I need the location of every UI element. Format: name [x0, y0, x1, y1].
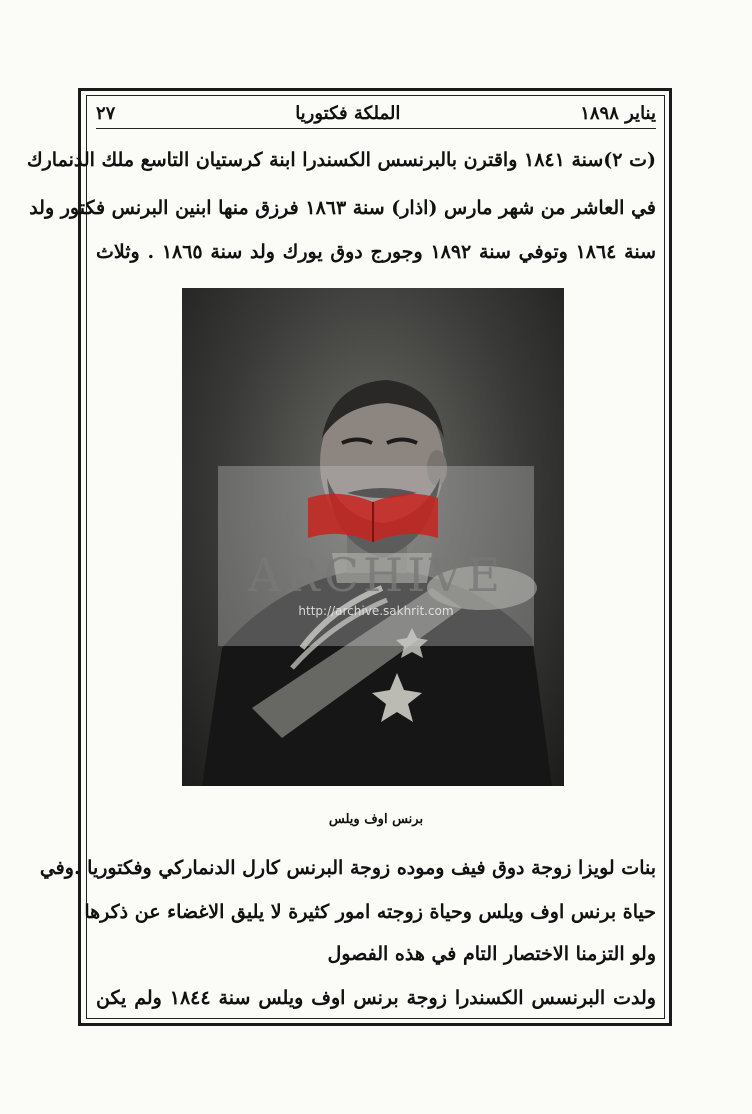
body-line: في العاشر من شهر مارس (اذار) سنة ١٨٦٣ فرزق منها ابنين البرنس فكتور ولد	[29, 197, 656, 219]
body-line: (ت ٢)سنة ١٨٤١ واقترن بالبرنسس الكسندرا ابنة كرستيان التاسع ملك الدنمارك	[26, 149, 656, 171]
figure-caption: برنس اوف ويلس	[328, 812, 424, 827]
header-title: الملكة فكتوريا	[295, 102, 401, 124]
body-line: ولو التزمنا الاختصار التام في هذه الفصول	[327, 943, 656, 965]
body-line: ولدت البرنسس الكسندرا زوجة برنس اوف ويلس سنة ١٨٤٤ ولم يكن	[96, 987, 656, 1009]
body-line: سنة ١٨٦٤ وتوفي سنة ١٨٩٢ وجورج دوق يورك ولد سنة ١٨٦٥ . وثلاث	[96, 241, 656, 263]
watermark-text: ARCHIVE	[247, 548, 505, 602]
body-line: بنات لويزا زوجة دوق فيف وموده زوجة البرنس كارل الدنماركي وفكتوريا .وفي	[39, 857, 656, 879]
running-header	[96, 98, 656, 129]
watermark-url: http://archive.sakhrit.com	[298, 604, 454, 618]
page-number: ٢٧	[96, 102, 116, 124]
header-date: يناير ١٨٩٨	[580, 102, 656, 124]
body-line: حياة برنس اوف ويلس وحياة زوجته امور كثيرة لا يليق الاغضاء عن ذكرها	[84, 901, 656, 923]
open-book-icon	[304, 488, 442, 544]
